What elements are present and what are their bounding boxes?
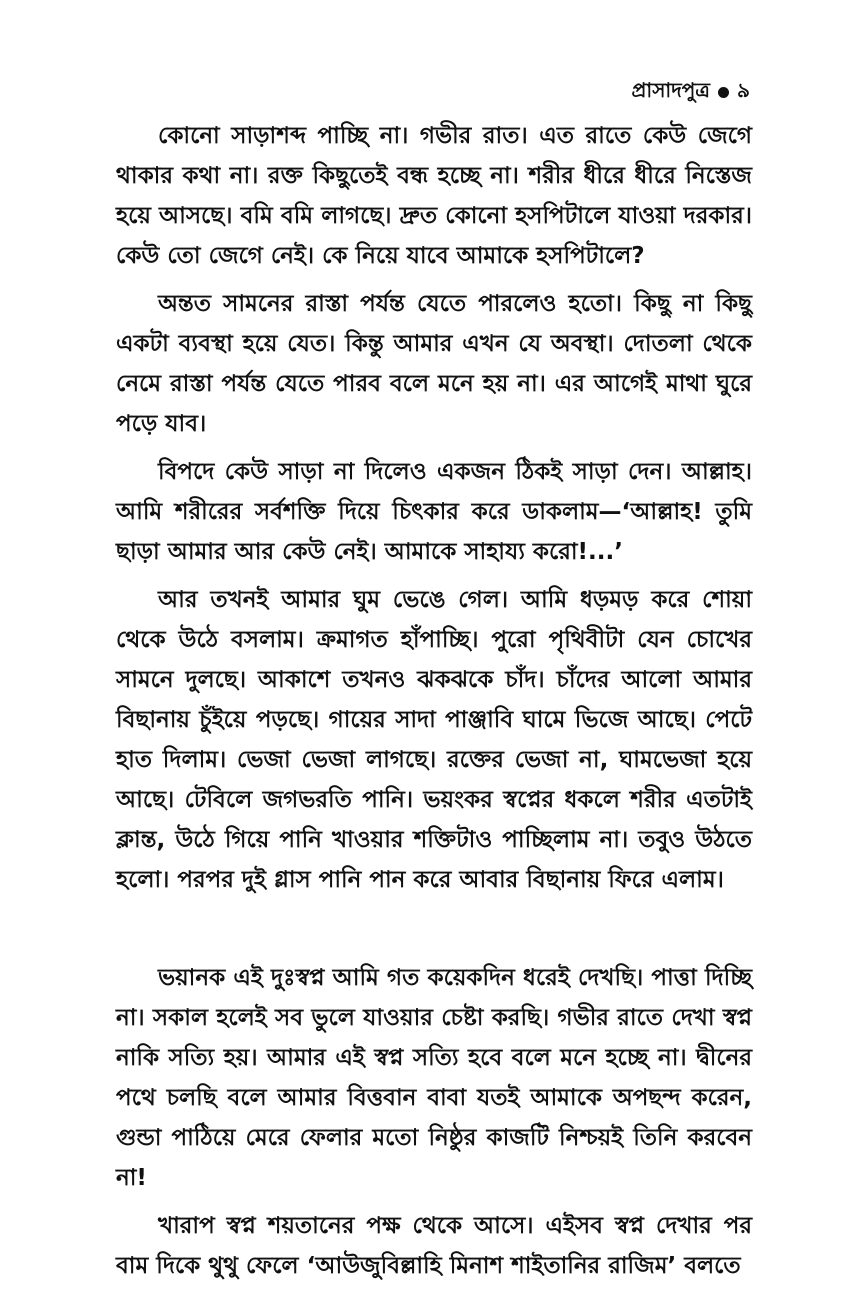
paragraph-2: অন্তত সামনের রাস্তা পর্যন্ত যেতে পারলেও হতো। কিছু না কিছু একটা ব্যবস্থা হয়ে যেত। কিন্তু আমার এখন যে অবস্থা। দোতলা থেকে নেমে রাস্তা পর্যন্ত যেতে পারব বলে মনে হয় না। এর আগেই মাথা ঘুরে পড়ে যাব। (116, 291, 752, 437)
page-number: ৯ (737, 78, 750, 102)
paragraph-4: আর তখনই আমার ঘুম ভেঙে গেল। আমি ধড়মড় করে শোয়া থেকে উঠে বসলাম। ক্রমাগত হাঁপাচ্ছি। পুরো পৃথিবীটা যেন চোখের সামনে দুলছে। আকাশে তখনও ঝকঝকে চাঁদ। চাঁদের আলো আমার বিছানায় চুঁইয়ে পড়ছে। গায়ের সাদা পাঞ্জাবি ঘামে ভিজে আছে। পেটে হাত দিলাম। ভেজা ভেজা লাগছে। রক্তের ভেজা না, ঘামভেজা হয়ে আছে। টেবিলে জগভরতি পানি। ভয়ংকর স্বপ্নের ধকলে শরীর এতটাই ক্লান্ত, উঠে গিয়ে পানি খাওয়ার শক্তিটাও পাচ্ছিলাম না। তবুও উঠতে হলো। পরপর দুই গ্লাস পানি পান করে আবার বিছানায় ফিরে এলাম। (116, 587, 752, 893)
paragraph-3: বিপদে কেউ সাড়া না দিলেও একজন ঠিকই সাড়া দেন। আল্লাহ। আমি শরীরের সর্বশক্তি দিয়ে চিৎকার করে ডাকলাম—‘আল্লাহ! তুমি ছাড়া আমার আর কেউ নেই। আমাকে সাহায্য করো!...’ (116, 459, 752, 565)
book-title: প্রাসাদপুত্র (631, 78, 711, 102)
paragraph-1: কোনো সাড়াশব্দ পাচ্ছি না। গভীর রাত। এত রাতে কেউ জেগে থাকার কথা না। রক্ত কিছুতেই বন্ধ হচ্ছে না। শরীর ধীরে ধীরে নিস্তেজ হয়ে আসছে। বমি বমি লাগছে। দ্রুত কোনো হসপিটালে যাওয়া দরকার। কেউ তো জেগে নেই। কে নিয়ে যাবে আমাকে হসপিটালে? (116, 123, 752, 269)
running-header (631, 76, 750, 109)
page-body (116, 116, 752, 1294)
bullet-dot-icon (718, 87, 729, 98)
section-break (116, 908, 752, 958)
paragraph-6: খারাপ স্বপ্ন শয়তানের পক্ষ থেকে আসে। এইসব স্বপ্ন দেখার পর বাম দিকে থুথু ফেলে ‘আউজুবিল্লাহি মিনাশ শাইতানির রাজিম’ বলতে (116, 1213, 752, 1279)
paragraph-5: ভয়ানক এই দুঃস্বপ্ন আমি গত কয়েকদিন ধরেই দেখছি। পাত্তা দিচ্ছি না। সকাল হলেই সব ভুলে যাওয়ার চেষ্টা করছি। গভীর রাতে দেখা স্বপ্ন নাকি সত্যি হয়। আমার এই স্বপ্ন সত্যি হবে বলে মনে হচ্ছে না। দ্বীনের পথে চলছি বলে আমার বিত্তবান বাবা যতই আমাকে অপছন্দ করেন, গুন্ডা পাঠিয়ে মেরে ফেলার মতো নিষ্ঠুর কাজটি নিশ্চয়ই তিনি করবেন না! (116, 965, 752, 1191)
